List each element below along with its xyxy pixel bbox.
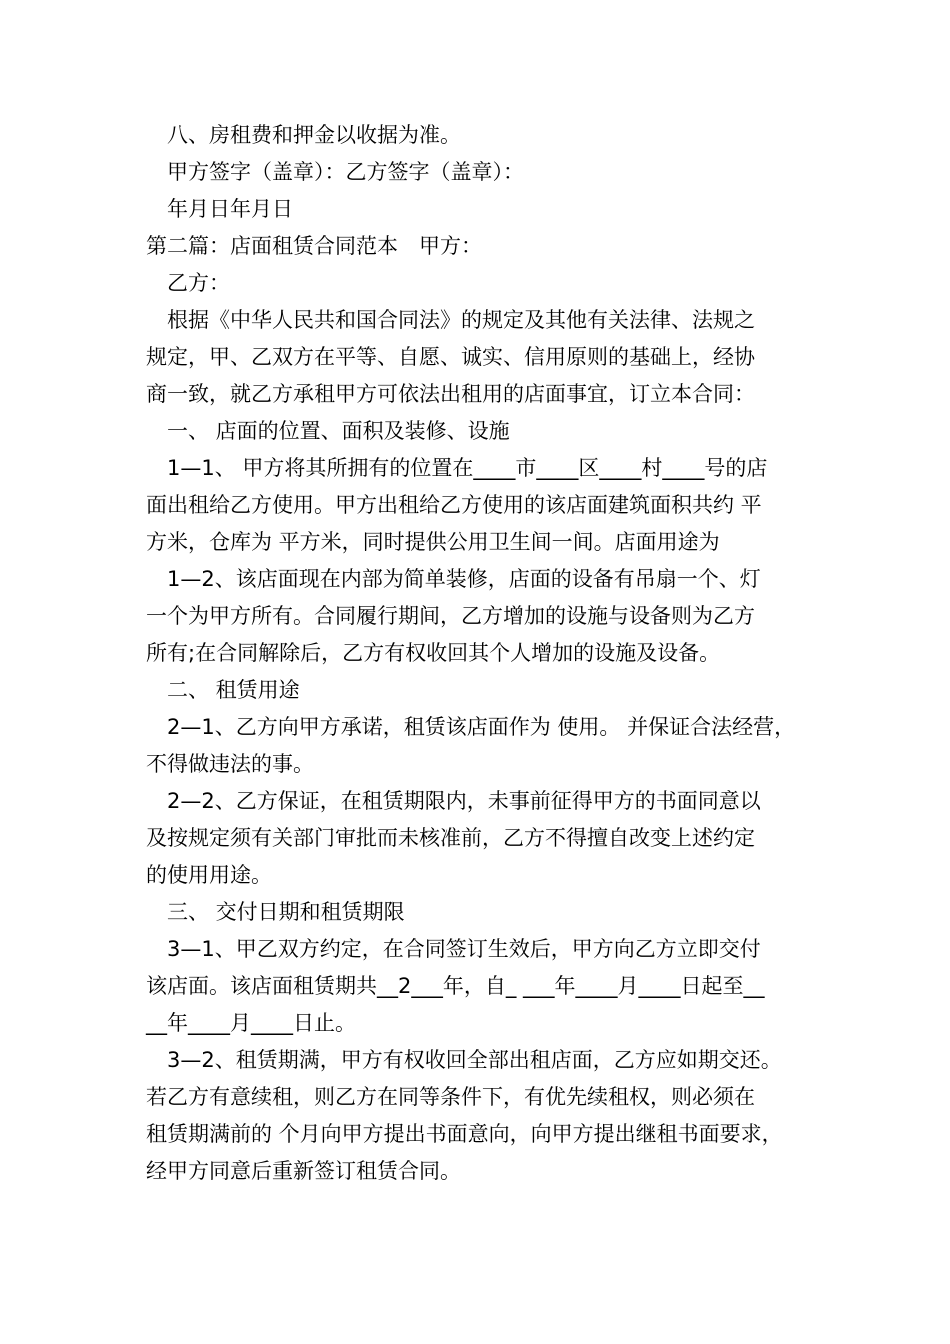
text-line: 根据《中华人民共和国合同法》的规定及其他有关法律、法规之: [167, 308, 755, 332]
text-line: 2—1、乙方向甲方承诺，租赁该店面作为 使用。 并保证合法经营，: [167, 715, 796, 739]
text-line: 二、 租赁用途: [167, 678, 300, 702]
text-line: 租赁期满前的 个月向甲方提出书面意向，向甲方提出继租书面要求，: [146, 1122, 783, 1146]
text-line: 八、房租费和押金以收据为准。: [167, 123, 461, 147]
text-line: 面出租给乙方使用。甲方出租给乙方使用的该店面建筑面积共约 平: [146, 493, 762, 517]
document-body: [146, 117, 826, 1190]
text-line: 年月日年月日: [167, 197, 293, 221]
text-line: 若乙方有意续租，则乙方在同等条件下，有优先续租权，则必须在: [146, 1085, 755, 1109]
text-line: 商一致，就乙方承租甲方可依法出租用的店面事宜，订立本合同：: [146, 382, 755, 406]
text-line: 三、 交付日期和租赁期限: [167, 900, 405, 924]
text-line: 一个为甲方所有。合同履行期间，乙方增加的设施与设备则为乙方: [146, 604, 755, 628]
text-line: 方米，仓库为 平方米，同时提供公用卫生间一间。店面用途为: [146, 530, 720, 554]
text-line: 3—2、租赁期满，甲方有权收回全部出租店面，乙方应如期交还。: [167, 1048, 782, 1072]
text-line: 一、 店面的位置、面积及装修、设施: [167, 419, 510, 443]
text-line: 不得做违法的事。: [146, 752, 314, 776]
text-line: 2—2、乙方保证，在租赁期限内，未事前征得甲方的书面同意以: [167, 789, 761, 813]
text-line: 经甲方同意后重新签订租赁合同。: [146, 1159, 461, 1183]
text-line: 乙方：: [167, 271, 230, 295]
text-line: 及按规定须有关部门审批而未核准前，乙方不得擅自改变上述约定: [146, 826, 755, 850]
text-line: 该店面。该店面租赁期共__2___年，自_ ___年____月____日起至__: [146, 974, 765, 998]
text-line: 3—1、甲乙双方约定，在合同签订生效后，甲方向乙方立即交付: [167, 937, 761, 961]
text-line: __年____月____日止。: [146, 1011, 356, 1035]
text-line: 所有;在合同解除后，乙方有权收回其个人增加的设施及设备。: [146, 641, 721, 665]
text-line: 1—1、 甲方将其所拥有的位置在____市____区____村____号的店: [167, 456, 768, 480]
text-line: 的使用用途。: [146, 863, 272, 887]
text-line: 第二篇：店面租赁合同范本 甲方：: [146, 234, 482, 258]
text-line: 甲方签字（盖章）：乙方签字（盖章）：: [167, 160, 524, 184]
text-line: 1—2、该店面现在内部为简单装修，店面的设备有吊扇一个、灯: [167, 567, 761, 591]
text-line: 规定，甲、乙双方在平等、自愿、诚实、信用原则的基础上，经协: [146, 345, 755, 369]
